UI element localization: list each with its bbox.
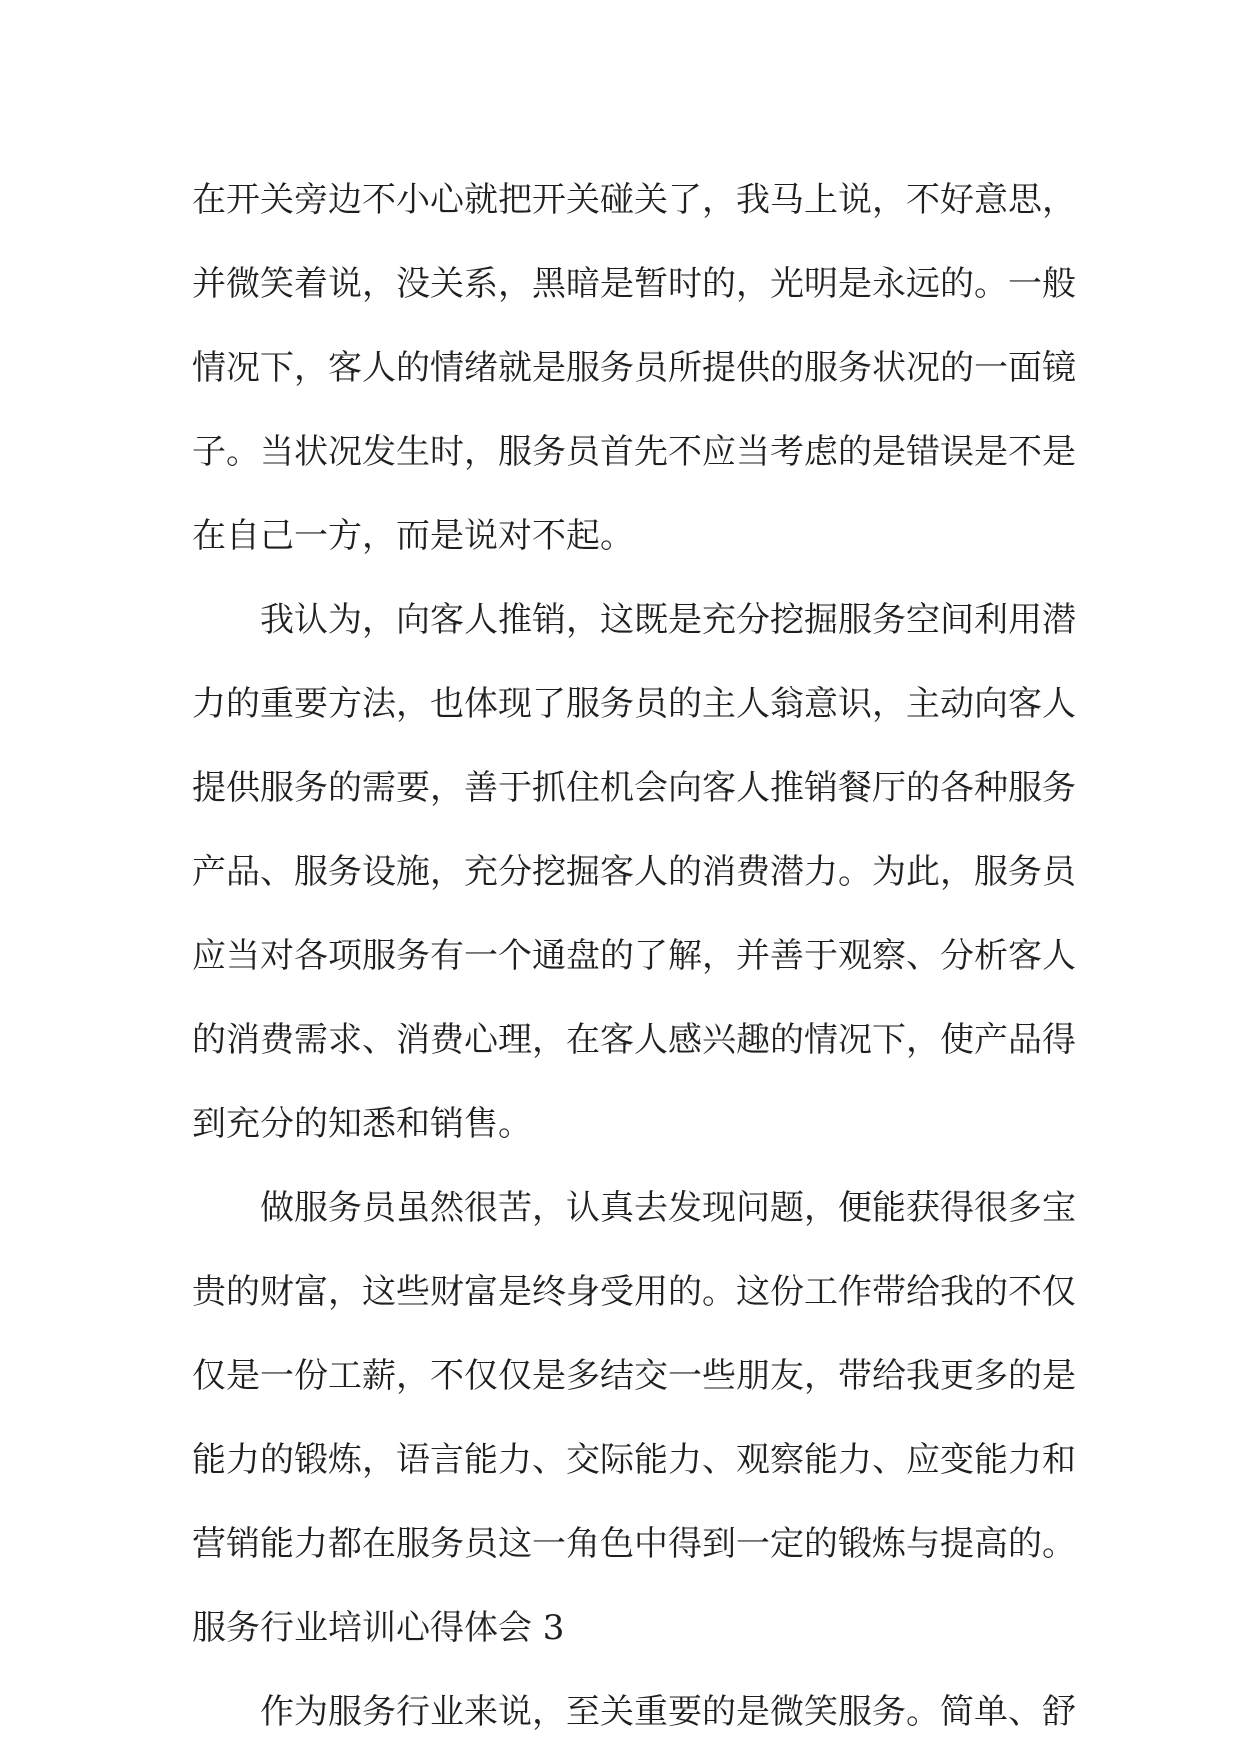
- paragraph-first-line: 作为服务行业来说，至关重要的是微笑服务。简单、舒: [260, 1692, 1076, 1732]
- text-line: 应当对各项服务有一个通盘的了解，并善于观察、分析客人: [192, 936, 1076, 976]
- text-line: 营销能力都在服务员这一角色中得到一定的锻炼与提高的。: [192, 1524, 1076, 1564]
- paragraph-first-line: 我认为，向客人推销，这既是充分挖掘服务空间利用潜: [260, 600, 1076, 640]
- text-line: 在自己一方，而是说对不起。: [192, 516, 634, 556]
- text-line: 能力的锻炼，语言能力、交际能力、观察能力、应变能力和: [192, 1440, 1076, 1480]
- paragraph-first-line: 做服务员虽然很苦，认真去发现问题，便能获得很多宝: [260, 1188, 1076, 1228]
- text-line: 的消费需求、消费心理，在客人感兴趣的情况下，使产品得: [192, 1020, 1076, 1060]
- text-line: 子。当状况发生时，服务员首先不应当考虑的是错误是不是: [192, 432, 1076, 472]
- text-line: 提供服务的需要，善于抓住机会向客人推销餐厅的各种服务: [192, 768, 1076, 808]
- text-line: 贵的财富，这些财富是终身受用的。这份工作带给我的不仅: [192, 1272, 1076, 1312]
- text-line: 到充分的知悉和销售。: [192, 1104, 532, 1144]
- text-line: 在开关旁边不小心就把开关碰关了，我马上说，不好意思，: [192, 180, 1076, 220]
- text-line: 仅是一份工薪，不仅仅是多结交一些朋友，带给我更多的是: [192, 1356, 1076, 1396]
- text-line: 情况下，客人的情绪就是服务员所提供的服务状况的一面镜: [192, 348, 1076, 388]
- text-line: 并微笑着说，没关系，黑暗是暂时的，光明是永远的。一般: [192, 264, 1076, 304]
- text-line: 产品、服务设施，充分挖掘客人的消费潜力。为此，服务员: [192, 852, 1076, 892]
- section-heading: 服务行业培训心得体会 3: [192, 1608, 565, 1648]
- text-line: 力的重要方法，也体现了服务员的主人翁意识，主动向客人: [192, 684, 1076, 724]
